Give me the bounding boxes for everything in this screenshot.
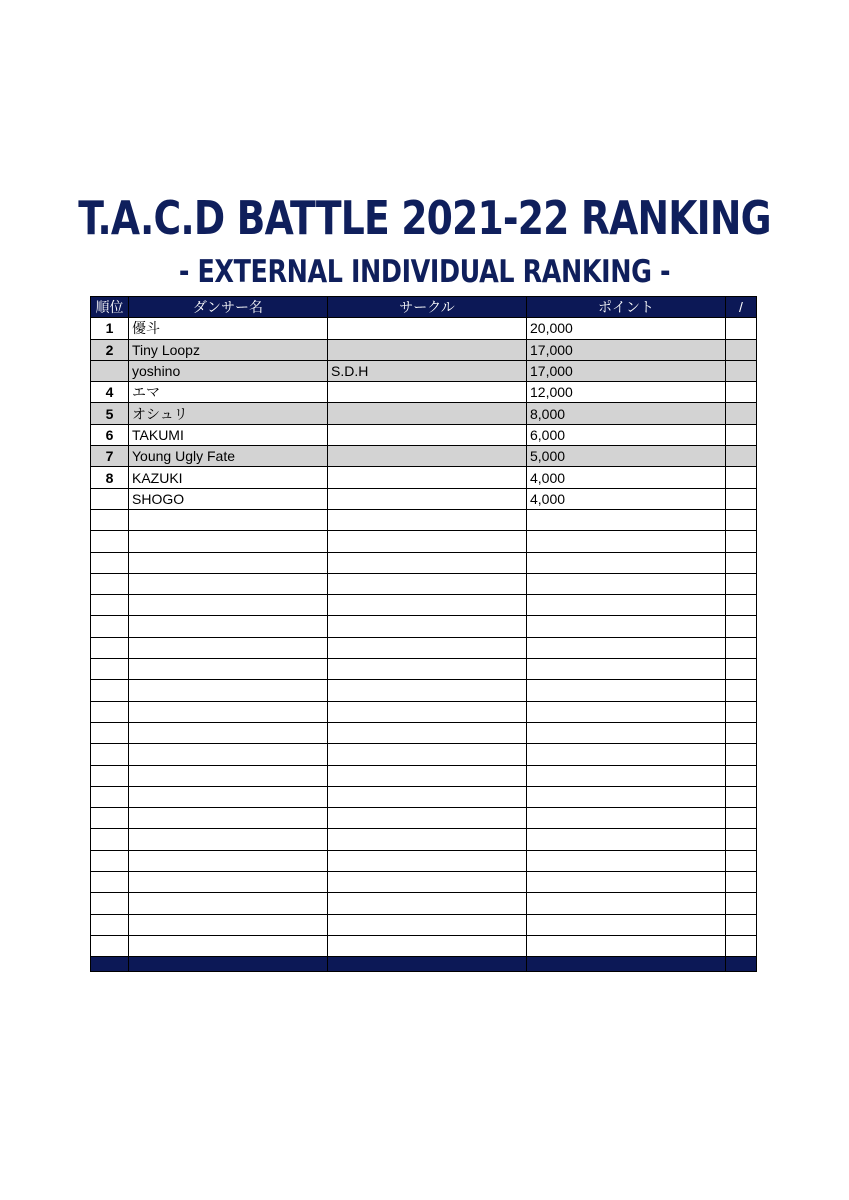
dancer-name-cell: yoshino <box>129 360 328 381</box>
dancer-name-cell <box>129 659 328 680</box>
table-row <box>91 808 757 829</box>
extra-cell <box>726 573 757 594</box>
table-header-row <box>91 297 757 318</box>
points-cell <box>527 914 726 935</box>
points-cell: 17,000 <box>527 339 726 360</box>
circle-cell <box>328 744 527 765</box>
ranking-table <box>90 296 757 972</box>
points-cell <box>527 552 726 573</box>
table-row <box>91 573 757 594</box>
dancer-name-cell <box>129 531 328 552</box>
circle-cell <box>328 722 527 743</box>
points-cell <box>527 509 726 530</box>
rank-cell: 1 <box>91 318 129 339</box>
circle-cell <box>328 446 527 467</box>
points-cell <box>527 616 726 637</box>
extra-cell <box>726 850 757 871</box>
circle-cell <box>328 637 527 658</box>
extra-cell <box>726 701 757 722</box>
circle-cell <box>328 765 527 786</box>
extra-cell <box>726 680 757 701</box>
extra-cell <box>726 744 757 765</box>
circle-cell <box>328 829 527 850</box>
circle-cell <box>328 573 527 594</box>
points-cell: 12,000 <box>527 382 726 403</box>
circle-cell <box>328 935 527 956</box>
rank-cell <box>91 637 129 658</box>
table-row <box>91 893 757 914</box>
table-row <box>91 616 757 637</box>
circle-cell <box>328 552 527 573</box>
extra-cell <box>726 616 757 637</box>
dancer-name-cell <box>129 808 328 829</box>
table-row <box>91 829 757 850</box>
rank-cell <box>91 786 129 807</box>
extra-cell <box>726 382 757 403</box>
dancer-name-cell: 優斗 <box>129 318 328 339</box>
circle-cell <box>328 893 527 914</box>
rank-cell <box>91 509 129 530</box>
points-cell <box>527 595 726 616</box>
rank-cell: 6 <box>91 424 129 445</box>
table-row <box>91 744 757 765</box>
extra-cell <box>726 935 757 956</box>
table-row <box>91 659 757 680</box>
header-points: ポイント <box>527 297 726 318</box>
extra-cell <box>726 552 757 573</box>
points-cell <box>527 808 726 829</box>
table-footer-bar <box>91 957 757 972</box>
circle-cell <box>328 616 527 637</box>
circle-cell <box>328 339 527 360</box>
points-cell <box>527 935 726 956</box>
circle-cell <box>328 680 527 701</box>
table-row <box>91 872 757 893</box>
points-cell: 5,000 <box>527 446 726 467</box>
table-row <box>91 850 757 871</box>
circle-cell <box>328 509 527 530</box>
extra-cell <box>726 531 757 552</box>
points-cell <box>527 680 726 701</box>
dancer-name-cell <box>129 914 328 935</box>
rank-cell <box>91 893 129 914</box>
dancer-name-cell <box>129 637 328 658</box>
footer-cell <box>129 957 328 972</box>
rank-cell <box>91 680 129 701</box>
dancer-name-cell: Tiny Loopz <box>129 339 328 360</box>
table-row <box>91 360 757 381</box>
table-row <box>91 446 757 467</box>
rank-cell <box>91 552 129 573</box>
circle-cell <box>328 488 527 509</box>
points-cell <box>527 893 726 914</box>
rank-cell: 8 <box>91 467 129 488</box>
table-row <box>91 765 757 786</box>
rank-cell: 4 <box>91 382 129 403</box>
points-cell: 8,000 <box>527 403 726 424</box>
header-dancer-name: ダンサー名 <box>129 297 328 318</box>
circle-cell <box>328 914 527 935</box>
points-cell <box>527 850 726 871</box>
page-subtitle: - EXTERNAL INDIVIDUAL RANKING - <box>178 254 671 290</box>
extra-cell <box>726 488 757 509</box>
rank-cell <box>91 659 129 680</box>
dancer-name-cell <box>129 722 328 743</box>
table-row <box>91 680 757 701</box>
rank-cell <box>91 616 129 637</box>
points-cell: 4,000 <box>527 467 726 488</box>
rank-cell <box>91 360 129 381</box>
points-cell <box>527 744 726 765</box>
table-row <box>91 637 757 658</box>
dancer-name-cell <box>129 850 328 871</box>
rank-cell <box>91 914 129 935</box>
table-row <box>91 701 757 722</box>
circle-cell <box>328 382 527 403</box>
extra-cell <box>726 446 757 467</box>
dancer-name-cell <box>129 595 328 616</box>
extra-cell <box>726 595 757 616</box>
dancer-name-cell <box>129 935 328 956</box>
extra-cell <box>726 467 757 488</box>
circle-cell <box>328 786 527 807</box>
table-row <box>91 509 757 530</box>
extra-cell <box>726 829 757 850</box>
dancer-name-cell <box>129 829 328 850</box>
rank-cell: 7 <box>91 446 129 467</box>
circle-cell <box>328 850 527 871</box>
table-row <box>91 935 757 956</box>
points-cell <box>527 531 726 552</box>
extra-cell <box>726 318 757 339</box>
dancer-name-cell <box>129 509 328 530</box>
points-cell: 20,000 <box>527 318 726 339</box>
rank-cell <box>91 595 129 616</box>
table-row <box>91 595 757 616</box>
extra-cell <box>726 339 757 360</box>
footer-cell <box>328 957 527 972</box>
circle-cell <box>328 531 527 552</box>
circle-cell <box>328 424 527 445</box>
rank-cell <box>91 573 129 594</box>
points-cell: 17,000 <box>527 360 726 381</box>
table-row <box>91 424 757 445</box>
table-row <box>91 403 757 424</box>
footer-cell <box>726 957 757 972</box>
circle-cell <box>328 808 527 829</box>
dancer-name-cell <box>129 573 328 594</box>
circle-cell <box>328 595 527 616</box>
extra-cell <box>726 872 757 893</box>
rank-cell <box>91 531 129 552</box>
header-circle: サークル <box>328 297 527 318</box>
dancer-name-cell: エマ <box>129 382 328 403</box>
extra-cell <box>726 403 757 424</box>
extra-cell <box>726 914 757 935</box>
extra-cell <box>726 765 757 786</box>
dancer-name-cell <box>129 552 328 573</box>
points-cell: 4,000 <box>527 488 726 509</box>
extra-cell <box>726 722 757 743</box>
points-cell <box>527 573 726 594</box>
dancer-name-cell <box>129 701 328 722</box>
dancer-name-cell <box>129 680 328 701</box>
extra-cell <box>726 509 757 530</box>
header-extra: / <box>726 297 757 318</box>
table-row <box>91 382 757 403</box>
circle-cell: S.D.H <box>328 360 527 381</box>
extra-cell <box>726 360 757 381</box>
table-row <box>91 531 757 552</box>
points-cell <box>527 722 726 743</box>
rank-cell <box>91 935 129 956</box>
extra-cell <box>726 659 757 680</box>
dancer-name-cell <box>129 616 328 637</box>
dancer-name-cell <box>129 765 328 786</box>
rank-cell <box>91 765 129 786</box>
rank-cell <box>91 850 129 871</box>
points-cell <box>527 659 726 680</box>
rank-cell <box>91 872 129 893</box>
table-row <box>91 467 757 488</box>
extra-cell <box>726 637 757 658</box>
points-cell <box>527 765 726 786</box>
dancer-name-cell: KAZUKI <box>129 467 328 488</box>
dancer-name-cell <box>129 893 328 914</box>
points-cell <box>527 872 726 893</box>
table-row <box>91 318 757 339</box>
rank-cell <box>91 829 129 850</box>
points-cell <box>527 637 726 658</box>
dancer-name-cell <box>129 786 328 807</box>
dancer-name-cell <box>129 744 328 765</box>
points-cell: 6,000 <box>527 424 726 445</box>
circle-cell <box>328 318 527 339</box>
extra-cell <box>726 893 757 914</box>
circle-cell <box>328 701 527 722</box>
dancer-name-cell: TAKUMI <box>129 424 328 445</box>
points-cell <box>527 786 726 807</box>
rank-cell <box>91 488 129 509</box>
rank-cell: 2 <box>91 339 129 360</box>
header-rank: 順位 <box>91 297 129 318</box>
circle-cell <box>328 872 527 893</box>
table-row <box>91 552 757 573</box>
extra-cell <box>726 808 757 829</box>
table-row <box>91 488 757 509</box>
rank-cell: 5 <box>91 403 129 424</box>
rank-cell <box>91 744 129 765</box>
dancer-name-cell: Young Ugly Fate <box>129 446 328 467</box>
table-row <box>91 722 757 743</box>
table-row <box>91 914 757 935</box>
table-row <box>91 339 757 360</box>
circle-cell <box>328 467 527 488</box>
footer-cell <box>91 957 129 972</box>
points-cell <box>527 701 726 722</box>
footer-cell <box>527 957 726 972</box>
circle-cell <box>328 403 527 424</box>
rank-cell <box>91 722 129 743</box>
points-cell <box>527 829 726 850</box>
table-body <box>91 318 757 972</box>
page-title: T.A.C.D BATTLE 2021-22 RANKING <box>78 191 771 245</box>
circle-cell <box>328 659 527 680</box>
dancer-name-cell <box>129 872 328 893</box>
dancer-name-cell: オシュリ <box>129 403 328 424</box>
rank-cell <box>91 701 129 722</box>
extra-cell <box>726 424 757 445</box>
dancer-name-cell: SHOGO <box>129 488 328 509</box>
extra-cell <box>726 786 757 807</box>
rank-cell <box>91 808 129 829</box>
table-row <box>91 786 757 807</box>
